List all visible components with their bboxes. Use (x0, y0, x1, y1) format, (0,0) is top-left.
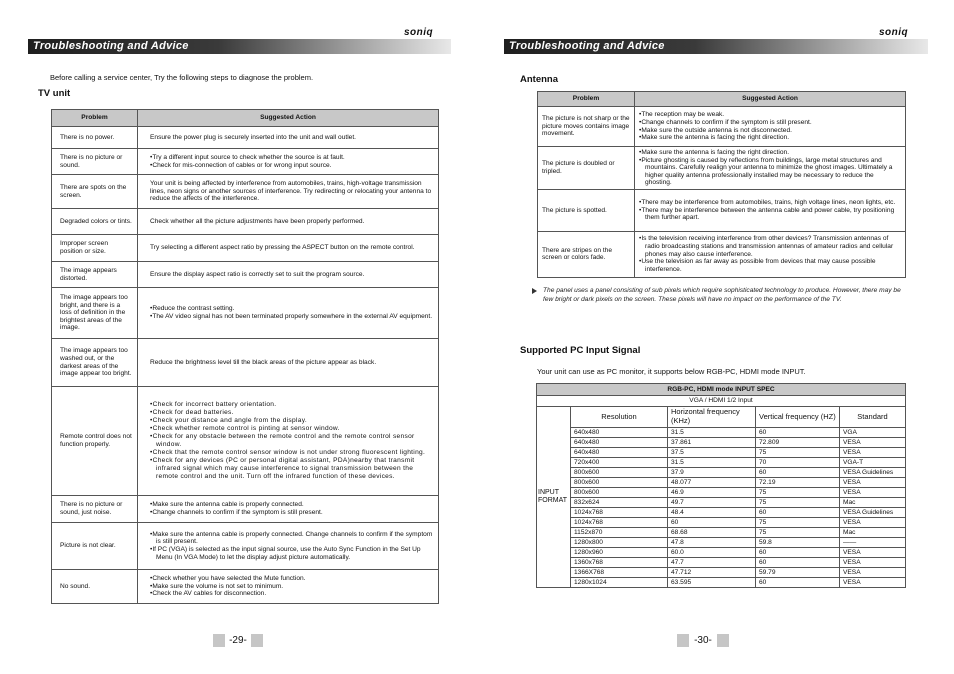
spec-cell: 800x600 (571, 468, 668, 478)
table-row (537, 428, 906, 438)
list-item: • Check the AV cables for disconnection. (150, 590, 433, 598)
spec-cell: 60 (756, 548, 840, 558)
spec-cell: 1366X768 (571, 568, 668, 578)
arrow-right-icon (532, 288, 537, 294)
list-item: • There may be interference from automobiles, trains, high voltage lines, neon lights, etc. (639, 199, 901, 207)
list-item: • Check your distance and angle from the display. (150, 417, 433, 425)
table-row (537, 448, 906, 458)
table-row (52, 523, 439, 570)
problem-cell: Improper screen position or size. (52, 235, 138, 262)
spec-cell: 60 (756, 468, 840, 478)
list-item: • Make sure the antenna cable is properly connected. Change channels to confirm if the symptom is still present. (150, 531, 433, 546)
spec-subtitle-row (537, 396, 906, 407)
col-resolution: Resolution (571, 407, 668, 428)
spec-cell: Mac (840, 498, 906, 508)
spec-cell: VESA (840, 438, 906, 448)
spec-cell: 60 (756, 508, 840, 518)
problem-cell: The picture is spotted. (538, 189, 635, 231)
spec-cell: 75 (756, 448, 840, 458)
tv-unit-table (51, 109, 439, 604)
list-item: • There may be interference between the antenna cable and power cable, try positioning them further apart. (639, 207, 901, 222)
table-row (537, 438, 906, 448)
col-standard: Standard (840, 407, 906, 428)
table-header-row (538, 92, 906, 107)
action-cell (138, 496, 439, 523)
spec-cell: 60 (756, 558, 840, 568)
table-row (52, 288, 439, 339)
spec-cell: 75 (756, 518, 840, 528)
list-item: • Check for dead batteries. (150, 409, 433, 417)
spec-cell: 47.7 (668, 558, 756, 568)
problem-cell: Degraded colors or tints. (52, 209, 138, 235)
list-item: • Reduce the contrast setting. (150, 305, 433, 313)
spec-cell: 48.4 (668, 508, 756, 518)
action-cell (635, 189, 906, 231)
problem-cell: The image appears too washed out, or the darkest areas of the image appear too bright. (52, 339, 138, 387)
spec-cell: 1280x1024 (571, 578, 668, 588)
spec-cell: 47.8 (668, 538, 756, 548)
page-number: -30- (677, 634, 729, 647)
table-row (52, 235, 439, 262)
problem-cell: There is no picture or sound, just noise. (52, 496, 138, 523)
table-header-row (52, 110, 439, 127)
brand-logo: soniq (879, 27, 909, 38)
spec-cell: Mac (840, 528, 906, 538)
list-item: • Check whether you have selected the Mute function. (150, 575, 433, 583)
table-row (52, 127, 439, 149)
section-title-tv-unit: TV unit (38, 88, 71, 99)
action-cell: Ensure the power plug is securely inserted into the unit and wall outlet. (138, 127, 439, 149)
spec-cell: VESA Guidelines (840, 508, 906, 518)
action-cell (635, 231, 906, 277)
spec-cell: 832x624 (571, 498, 668, 508)
pc-intro-text: Your unit can use as PC monitor, it supports below RGB-PC, HDMI mode INPUT. (537, 367, 806, 376)
list-item: • Make sure the antenna is facing the right direction. (639, 134, 901, 142)
spec-cell: 1280x960 (571, 548, 668, 558)
header-problem: Problem (538, 92, 635, 107)
list-item: • Use the television as far away as possible from devices that may cause possible interference. (639, 258, 901, 273)
spec-cell: VESA (840, 518, 906, 528)
problem-cell: There are stripes on the screen or colors fade. (538, 231, 635, 277)
spec-cell: 47.712 (668, 568, 756, 578)
spec-cell: 60 (756, 428, 840, 438)
header-title: Troubleshooting and Advice (509, 40, 665, 52)
list-item: • Check for incorrect battery orientation. (150, 401, 433, 409)
spec-subtitle: VGA / HDMI 1/2 Input (537, 396, 906, 407)
table-row (537, 498, 906, 508)
spec-cell: 60.0 (668, 548, 756, 558)
col-horizontal-frequency: Horizontal frequency (KHz) (668, 407, 756, 428)
list-item: • Check for any devices (PC or personal digital assistant, PDA)nearby that transmit infrared signal which may cause interference to signal transmission between the remote control and the unit. Turn off the infrared function of these devices. (150, 457, 433, 481)
spec-cell: 75 (756, 528, 840, 538)
page-number: -29- (213, 634, 263, 647)
spec-title: RGB-PC, HDMI mode INPUT SPEC (537, 384, 906, 396)
spec-cell: 60 (756, 578, 840, 588)
header-bar (504, 39, 928, 54)
problem-cell: No sound. (52, 570, 138, 604)
antenna-table (537, 91, 906, 278)
problem-cell: Remote control does not function properly. (52, 387, 138, 496)
input-format-label: INPUT FORMAT (537, 407, 571, 588)
table-row (537, 578, 906, 588)
section-title-antenna: Antenna (520, 74, 558, 85)
table-row (537, 518, 906, 528)
spec-cell: 59.8 (756, 538, 840, 548)
spec-cell: VESA (840, 558, 906, 568)
spec-cell: VESA (840, 548, 906, 558)
table-row (537, 558, 906, 568)
spec-cell: 800x600 (571, 478, 668, 488)
problem-cell: The picture is doubled or tripled. (538, 147, 635, 190)
table-row (52, 149, 439, 175)
problem-cell: The image appears distorted. (52, 262, 138, 288)
spec-cell: 720x400 (571, 458, 668, 468)
spec-cell: 68.68 (668, 528, 756, 538)
table-row (52, 209, 439, 235)
list-item: • Check for any obstacle between the remote control and the remote control sensor window. (150, 433, 433, 449)
action-cell (635, 147, 906, 190)
action-cell (138, 387, 439, 496)
action-cell (138, 288, 439, 339)
table-row (537, 468, 906, 478)
spec-cell: 1280x800 (571, 538, 668, 548)
list-item: • Make sure the antenna is facing the right direction. (639, 149, 901, 157)
problem-cell: There is no picture or sound. (52, 149, 138, 175)
pixel-note: The panel uses a panel consisting of sub pixels which require sophisticated technology to produce. However, there may be few bright or dark pixels on the screen. These pixels will have no impact on the performance of the TV. (532, 287, 907, 305)
table-row (538, 231, 906, 277)
header-action: Suggested Action (635, 92, 906, 107)
spec-cell: 48.077 (668, 478, 756, 488)
action-cell (635, 107, 906, 147)
spec-cell: VESA (840, 488, 906, 498)
spec-cell: 640x480 (571, 428, 668, 438)
table-row (538, 107, 906, 147)
spec-cell: 63.595 (668, 578, 756, 588)
action-cell: Check whether all the picture adjustments have been properly performed. (138, 209, 439, 235)
list-item: • Make sure the outside antenna is not disconnected. (639, 127, 901, 135)
list-item: • Check that the remote control sensor window is not under strong fluorescent lighting. (150, 449, 433, 457)
spec-cell: 75 (756, 498, 840, 508)
table-row (538, 189, 906, 231)
problem-cell: Picture is not clear. (52, 523, 138, 570)
table-row (52, 175, 439, 209)
action-cell (138, 523, 439, 570)
list-item: • Picture ghosting is caused by reflections from buildings, large metal structures and mountains. Carefully realign your antenna to minimize the ghost images. Ultimately a higher quality antenna professionally installed may be necessary to reduce the ghosting. (639, 157, 901, 187)
spec-cell: VESA (840, 448, 906, 458)
action-cell: Reduce the brightness level till the black areas of the picture appear as black. (138, 339, 439, 387)
section-title-pc-input: Supported PC Input Signal (520, 345, 641, 356)
table-row (537, 528, 906, 538)
list-item: • If PC (VGA) is selected as the input signal source, use the Auto Sync Function in the Set Up Menu (In VGA Mode) to let the display adjust picture automatically. (150, 546, 433, 561)
list-item: • Check whether remote control is pinting at sensor window. (150, 425, 433, 433)
spec-cell: —— (840, 538, 906, 548)
spec-cell: 37.5 (668, 448, 756, 458)
table-row (538, 147, 906, 190)
problem-cell: There is no power. (52, 127, 138, 149)
spec-cell: 75 (756, 488, 840, 498)
spec-cell: 70 (756, 458, 840, 468)
header-problem: Problem (52, 110, 138, 127)
spec-cell: 72.809 (756, 438, 840, 448)
spec-cell: 37.861 (668, 438, 756, 448)
action-cell (138, 570, 439, 604)
table-row (537, 488, 906, 498)
header-title: Troubleshooting and Advice (33, 40, 189, 52)
page-30 (477, 0, 954, 674)
action-cell (138, 149, 439, 175)
list-item: • Try a different input source to check whether the source is at fault. (150, 154, 433, 162)
table-row (537, 478, 906, 488)
spec-cell: VESA (840, 478, 906, 488)
spec-cell: VESA (840, 578, 906, 588)
list-item: • Change channels to confirm if the symptom is still present. (639, 119, 901, 127)
list-item: • The AV video signal has not been terminated properly somewhere in the external AV equipment. (150, 313, 433, 321)
list-item: • Make sure the volume is not set to minimum. (150, 583, 433, 591)
spec-cell: 640x480 (571, 448, 668, 458)
table-row (537, 458, 906, 468)
action-cell: Your unit is being affected by interference from automobiles, trains, high-voltage transmission lines, neon signs or another sources of interference. Try redirecting or relocating your antenna to reduce the affects of the interference. (138, 175, 439, 209)
table-row (52, 570, 439, 604)
spec-cell: 31.5 (668, 428, 756, 438)
problem-cell: There are spots on the screen. (52, 175, 138, 209)
list-item: • The reception may be weak. (639, 111, 901, 119)
spec-cell: 640x480 (571, 438, 668, 448)
list-item: • Make sure the antenna cable is properly connected. (150, 501, 433, 509)
spec-cell: 59.79 (756, 568, 840, 578)
spec-cell: 49.7 (668, 498, 756, 508)
spec-title-row (537, 384, 906, 396)
table-row (52, 387, 439, 496)
spec-cell: 800x600 (571, 488, 668, 498)
col-vertical-frequency: Vertical frequency (HZ) (756, 407, 840, 428)
spec-cell: 1024x768 (571, 508, 668, 518)
list-item: • Is the television receiving interference from other devices? Transmission antennas of radio broadcasting stations and transmission antennas of amateur radios and cellular phones may also cause interference. (639, 235, 901, 258)
spec-cell: 1024x768 (571, 518, 668, 528)
spec-cell: 60 (668, 518, 756, 528)
action-cell: Try selecting a different aspect ratio by pressing the ASPECT button on the remote control. (138, 235, 439, 262)
spec-cell: VGA-T (840, 458, 906, 468)
header-bar (28, 39, 451, 54)
problem-cell: The picture is not sharp or the picture moves contains image movement. (538, 107, 635, 147)
header-action: Suggested Action (138, 110, 439, 127)
spec-cell: VGA (840, 428, 906, 438)
list-item: • Check for mis-connection of cables or for wrong input source. (150, 162, 433, 170)
intro-text: Before calling a service center, Try the following steps to diagnose the problem. (50, 73, 314, 82)
list-item: • Change channels to confirm if the symptom is still present. (150, 509, 433, 517)
spec-header-row (537, 407, 906, 428)
table-row (52, 339, 439, 387)
table-row (52, 262, 439, 288)
spec-cell: 46.9 (668, 488, 756, 498)
spec-cell: 37.9 (668, 468, 756, 478)
input-spec-table (536, 383, 906, 588)
spec-cell: 1152x870 (571, 528, 668, 538)
spec-cell: 1360x768 (571, 558, 668, 568)
table-row (537, 568, 906, 578)
table-row (537, 508, 906, 518)
spec-cell: VESA (840, 568, 906, 578)
problem-cell: The image appears too bright, and there is a loss of definition in the brightest areas of the image. (52, 288, 138, 339)
table-row (537, 548, 906, 558)
action-cell: Ensure the display aspect ratio is correctly set to suit the program source. (138, 262, 439, 288)
table-row (537, 538, 906, 548)
brand-logo: soniq (404, 27, 434, 38)
spec-cell: 72.19 (756, 478, 840, 488)
spec-cell: VESA Guidelines (840, 468, 906, 478)
table-row (52, 496, 439, 523)
spec-cell: 31.5 (668, 458, 756, 468)
